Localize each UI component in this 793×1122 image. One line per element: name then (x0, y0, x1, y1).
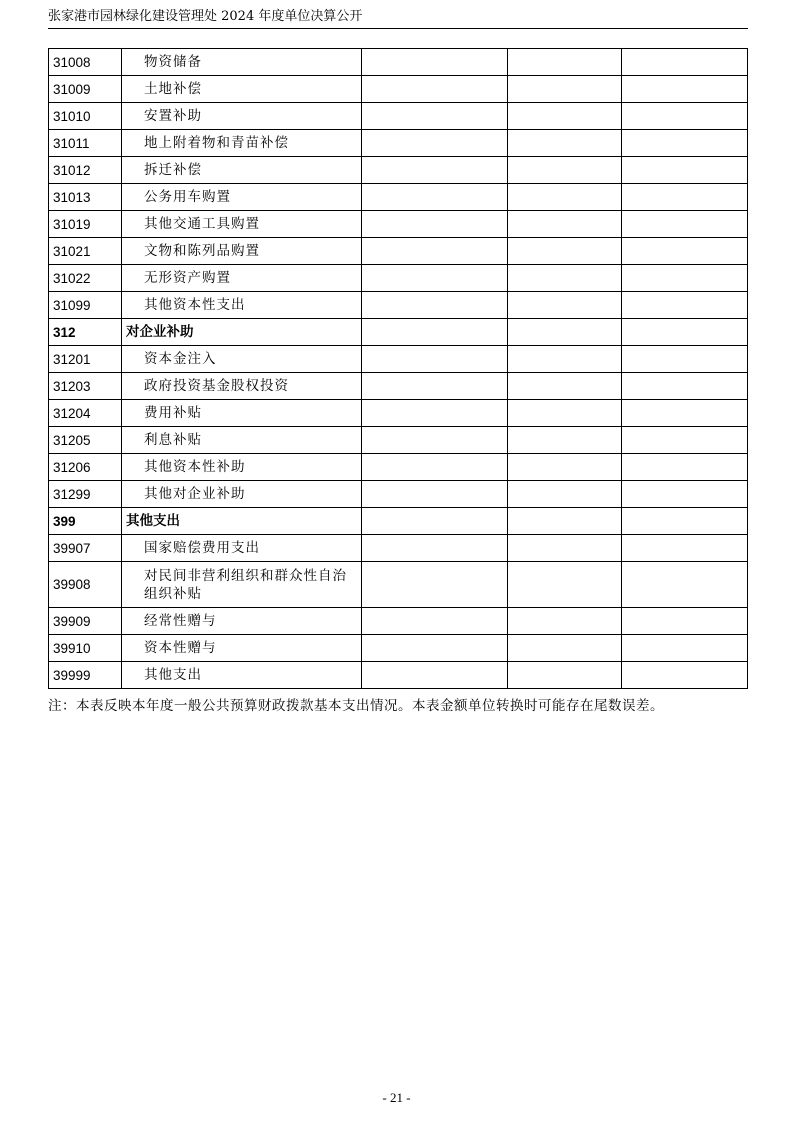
table-category-row (49, 319, 748, 346)
row-amount-cell (508, 211, 622, 238)
table-row (49, 76, 748, 103)
table-row (49, 635, 748, 662)
row-amount-cell (622, 49, 748, 76)
table-row (49, 608, 748, 635)
row-code: 31203 (49, 373, 122, 400)
row-name: 国家赔偿费用支出 (122, 535, 362, 562)
row-code: 39909 (49, 608, 122, 635)
row-code: 31205 (49, 427, 122, 454)
row-amount-cell (622, 238, 748, 265)
row-amount-cell (362, 184, 508, 211)
row-amount-cell (508, 662, 622, 689)
row-code: 39910 (49, 635, 122, 662)
table-row (49, 373, 748, 400)
row-amount-cell (362, 562, 508, 608)
row-name: 费用补贴 (122, 400, 362, 427)
row-amount-cell (622, 130, 748, 157)
row-amount-cell (622, 319, 748, 346)
row-code: 31021 (49, 238, 122, 265)
row-code: 31022 (49, 265, 122, 292)
row-amount-cell (622, 103, 748, 130)
table-row (49, 346, 748, 373)
row-amount-cell (508, 292, 622, 319)
table-row (49, 427, 748, 454)
row-amount-cell (622, 265, 748, 292)
row-amount-cell (362, 427, 508, 454)
row-amount-cell (622, 662, 748, 689)
row-amount-cell (362, 292, 508, 319)
row-amount-cell (508, 319, 622, 346)
row-amount-cell (362, 130, 508, 157)
row-amount-cell (508, 346, 622, 373)
row-code: 312 (49, 319, 122, 346)
row-amount-cell (508, 265, 622, 292)
row-amount-cell (508, 427, 622, 454)
row-name: 其他对企业补助 (122, 481, 362, 508)
row-amount-cell (622, 292, 748, 319)
table-row (49, 562, 748, 608)
row-amount-cell (622, 346, 748, 373)
row-amount-cell (508, 157, 622, 184)
page-number: - 21 - (382, 1090, 411, 1105)
row-name: 物资储备 (122, 49, 362, 76)
table-category-row (49, 508, 748, 535)
row-amount-cell (622, 508, 748, 535)
row-amount-cell (362, 49, 508, 76)
row-amount-cell (362, 608, 508, 635)
row-amount-cell (622, 635, 748, 662)
row-amount-cell (362, 662, 508, 689)
row-amount-cell (508, 562, 622, 608)
row-amount-cell (362, 454, 508, 481)
row-name: 拆迁补偿 (122, 157, 362, 184)
row-amount-cell (622, 373, 748, 400)
row-amount-cell (362, 157, 508, 184)
row-amount-cell (508, 508, 622, 535)
row-name: 利息补贴 (122, 427, 362, 454)
row-name: 其他交通工具购置 (122, 211, 362, 238)
row-amount-cell (622, 535, 748, 562)
row-amount-cell (362, 508, 508, 535)
row-amount-cell (622, 427, 748, 454)
row-amount-cell (508, 184, 622, 211)
row-code: 39908 (49, 562, 122, 608)
row-amount-cell (508, 103, 622, 130)
row-amount-cell (508, 481, 622, 508)
row-name: 对企业补助 (122, 319, 362, 346)
row-code: 31299 (49, 481, 122, 508)
table-row (49, 662, 748, 689)
row-amount-cell (508, 76, 622, 103)
row-amount-cell (508, 608, 622, 635)
row-name: 其他支出 (122, 662, 362, 689)
row-amount-cell (362, 265, 508, 292)
table-note: 注：本表反映本年度一般公共预算财政拨款基本支出情况。本表金额单位转换时可能存在尾数误差。 (48, 698, 664, 714)
row-amount-cell (622, 76, 748, 103)
row-code: 31206 (49, 454, 122, 481)
row-amount-cell (362, 373, 508, 400)
table-row (49, 184, 748, 211)
row-name: 对民间非营利组织和群众性自治组织补贴 (122, 562, 362, 608)
row-amount-cell (362, 400, 508, 427)
table-row (49, 238, 748, 265)
row-name: 资本金注入 (122, 346, 362, 373)
table-row (49, 454, 748, 481)
row-name: 其他支出 (122, 508, 362, 535)
expenditure-table (48, 48, 748, 689)
table-row (49, 481, 748, 508)
table-row (49, 400, 748, 427)
row-amount-cell (508, 49, 622, 76)
row-name: 土地补偿 (122, 76, 362, 103)
row-name: 安置补助 (122, 103, 362, 130)
table-row (49, 265, 748, 292)
row-amount-cell (622, 157, 748, 184)
table-body (49, 49, 748, 689)
row-amount-cell (508, 238, 622, 265)
row-code: 31011 (49, 130, 122, 157)
row-amount-cell (508, 635, 622, 662)
row-amount-cell (622, 454, 748, 481)
row-amount-cell (362, 635, 508, 662)
row-amount-cell (508, 535, 622, 562)
row-amount-cell (622, 400, 748, 427)
row-amount-cell (362, 535, 508, 562)
row-code: 39907 (49, 535, 122, 562)
table-row (49, 211, 748, 238)
row-code: 31019 (49, 211, 122, 238)
row-amount-cell (508, 130, 622, 157)
row-amount-cell (362, 103, 508, 130)
header-divider (48, 28, 748, 29)
row-amount-cell (362, 346, 508, 373)
row-code: 39999 (49, 662, 122, 689)
table-row (49, 130, 748, 157)
row-code: 31012 (49, 157, 122, 184)
table-row (49, 535, 748, 562)
row-amount-cell (362, 76, 508, 103)
row-amount-cell (508, 373, 622, 400)
table-row (49, 103, 748, 130)
row-amount-cell (622, 211, 748, 238)
row-code: 399 (49, 508, 122, 535)
row-name: 地上附着物和青苗补偿 (122, 130, 362, 157)
row-code: 31008 (49, 49, 122, 76)
row-name: 政府投资基金股权投资 (122, 373, 362, 400)
row-name: 资本性赠与 (122, 635, 362, 662)
document-header: 张家港市园林绿化建设管理处 2024 年度单位决算公开 (48, 9, 363, 24)
row-code: 31201 (49, 346, 122, 373)
row-name: 无形资产购置 (122, 265, 362, 292)
row-amount-cell (622, 481, 748, 508)
row-code: 31009 (49, 76, 122, 103)
row-code: 31013 (49, 184, 122, 211)
table-row (49, 157, 748, 184)
row-amount-cell (362, 481, 508, 508)
row-name: 经常性赠与 (122, 608, 362, 635)
table-row (49, 292, 748, 319)
row-amount-cell (622, 184, 748, 211)
row-amount-cell (362, 319, 508, 346)
row-amount-cell (508, 400, 622, 427)
row-code: 31010 (49, 103, 122, 130)
row-name: 其他资本性补助 (122, 454, 362, 481)
table-row (49, 49, 748, 76)
row-name: 文物和陈列品购置 (122, 238, 362, 265)
row-amount-cell (362, 211, 508, 238)
row-code: 31204 (49, 400, 122, 427)
row-name: 公务用车购置 (122, 184, 362, 211)
row-amount-cell (622, 608, 748, 635)
row-name: 其他资本性支出 (122, 292, 362, 319)
row-amount-cell (508, 454, 622, 481)
row-code: 31099 (49, 292, 122, 319)
row-amount-cell (362, 238, 508, 265)
row-amount-cell (622, 562, 748, 608)
